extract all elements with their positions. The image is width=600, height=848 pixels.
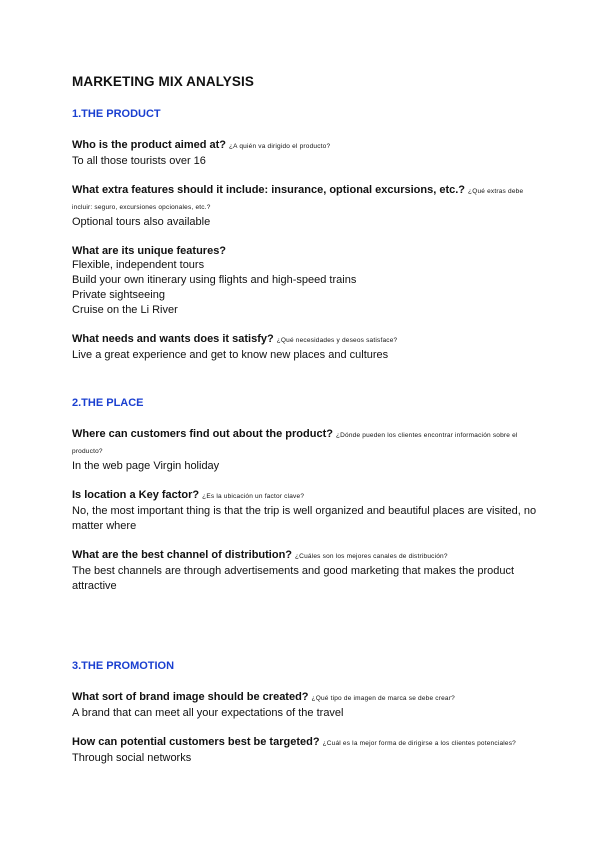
section-heading: 1.THE PRODUCT: [72, 108, 161, 120]
section-place: [72, 397, 542, 594]
question: [72, 488, 542, 504]
qa-item: [72, 735, 542, 766]
answer: Through social networks: [72, 752, 192, 764]
question-text: What are its unique features?: [72, 245, 227, 257]
question-translation: ¿Qué tipo de imagen de marca se debe crear?: [311, 695, 455, 702]
qa-item: [72, 138, 542, 169]
qa-item: [72, 244, 542, 318]
question-translation: ¿Qué extras debe incluir: seguro, excursiones opcionales, etc.?: [72, 188, 524, 211]
question-text: Is location a Key factor?: [72, 489, 200, 501]
question: [72, 244, 542, 258]
answer: Optional tours also available: [72, 216, 211, 228]
question: [72, 690, 542, 706]
question: [72, 735, 542, 751]
document-title: MARKETING MIX ANALYSIS: [72, 74, 254, 89]
question-text: What extra features should it include: insurance, optional excursions, etc.?: [72, 184, 466, 196]
qa-item: [72, 183, 542, 230]
qa-item: [72, 427, 542, 474]
answer: Build your own itinerary using flights and high-speed trains: [72, 274, 357, 286]
question-text: What needs and wants does it satisfy?: [72, 333, 274, 345]
section-heading: 3.THE PROMOTION: [72, 660, 175, 672]
section-heading: 2.THE PLACE: [72, 397, 144, 409]
qa-item: [72, 690, 542, 721]
section-product: [72, 108, 542, 363]
question-translation: ¿Es la ubicación un factor clave?: [202, 493, 305, 500]
question-translation: ¿Dónde pueden los clientes encontrar información sobre el producto?: [72, 432, 518, 455]
question-translation: ¿Cuáles son los mejores canales de distribución?: [295, 553, 448, 560]
qa-item: [72, 488, 542, 534]
question: [72, 183, 542, 215]
question: [72, 427, 542, 459]
question-text: Where can customers find out about the product?: [72, 428, 333, 440]
question-translation: ¿Qué necesidades y deseos satisface?: [276, 337, 398, 344]
question-text: Who is the product aimed at?: [72, 139, 227, 151]
question-text: What are the best channel of distribution?: [72, 549, 293, 561]
question: [72, 138, 542, 154]
answer: Cruise on the Li River: [72, 304, 178, 316]
section-spacer: [72, 377, 542, 397]
question-text: How can potential customers best be targeted?: [72, 736, 320, 748]
question: [72, 332, 542, 348]
document-page: [72, 74, 542, 780]
answer: In the web page Virgin holiday: [72, 460, 220, 472]
answer: A brand that can meet all your expectations of the travel: [72, 707, 344, 719]
answer: Live a great experience and get to know new places and cultures: [72, 349, 389, 361]
answer: The best channels are through advertisements and good marketing that makes the product attractive: [72, 565, 515, 592]
section-promotion: [72, 660, 542, 766]
answer: Flexible, independent tours: [72, 259, 205, 271]
question: [72, 548, 542, 564]
question-translation: ¿A quién va dirigido el producto?: [229, 143, 331, 150]
answer: To all those tourists over 16: [72, 155, 206, 167]
question-text: What sort of brand image should be created?: [72, 691, 309, 703]
qa-item: [72, 548, 542, 594]
answer: Private sightseeing: [72, 289, 165, 301]
qa-item: [72, 332, 542, 363]
section-spacer: [72, 608, 542, 660]
answer: No, the most important thing is that the trip is well organized and beautiful places are visited, no matter where: [72, 505, 537, 532]
question-translation: ¿Cuál es la mejor forma de dirigirse a los clientes potenciales?: [322, 740, 517, 747]
